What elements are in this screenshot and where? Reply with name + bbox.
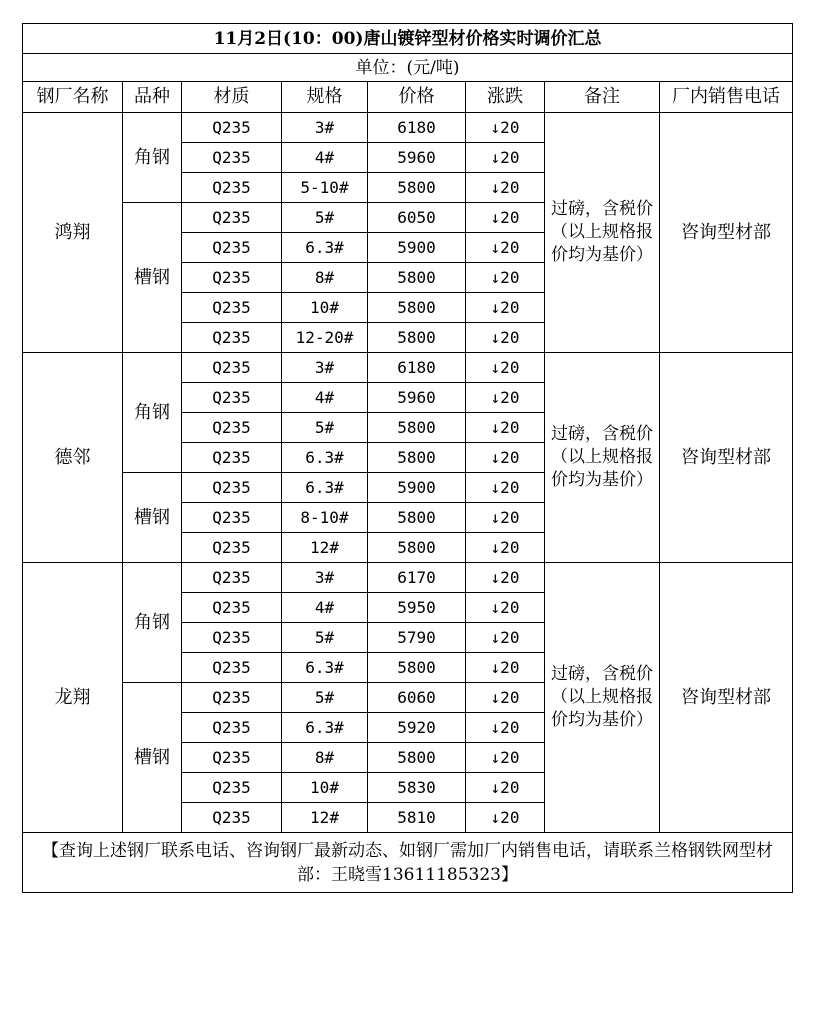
change-cell: ↓20 [466, 773, 545, 803]
spec-cell: 6.3# [282, 443, 368, 473]
spec-cell: 8# [282, 263, 368, 293]
contact-cell: 咨询型材部 [660, 563, 793, 833]
material-cell: Q235 [182, 353, 282, 383]
material-cell: Q235 [182, 563, 282, 593]
spec-cell: 5-10# [282, 173, 368, 203]
footer-contact-text: 【查询上述钢厂联系电话、咨询钢厂最新动态、如钢厂需加厂内销售电话，请联系兰格钢铁网型材部：王晓雪13611185323】 [23, 833, 793, 893]
factory-name: 龙翔 [23, 563, 123, 833]
spec-cell: 4# [282, 143, 368, 173]
header-variety: 品种 [123, 82, 182, 113]
price-cell: 5900 [368, 233, 466, 263]
header-contact: 厂内销售电话 [660, 82, 793, 113]
spec-cell: 12-20# [282, 323, 368, 353]
price-cell: 5800 [368, 413, 466, 443]
price-cell: 5900 [368, 473, 466, 503]
price-cell: 5960 [368, 143, 466, 173]
change-cell: ↓20 [466, 353, 545, 383]
change-cell: ↓20 [466, 503, 545, 533]
change-cell: ↓20 [466, 173, 545, 203]
spec-cell: 5# [282, 623, 368, 653]
price-cell: 5800 [368, 653, 466, 683]
note-cell: 过磅，含税价（以上规格报价均为基价） [545, 353, 660, 563]
spec-cell: 6.3# [282, 233, 368, 263]
header-price: 价格 [368, 82, 466, 113]
price-cell: 5960 [368, 383, 466, 413]
factory-name: 鸿翔 [23, 113, 123, 353]
price-cell: 5800 [368, 743, 466, 773]
header-note: 备注 [545, 82, 660, 113]
material-cell: Q235 [182, 293, 282, 323]
spec-cell: 3# [282, 353, 368, 383]
price-cell: 5790 [368, 623, 466, 653]
note-cell: 过磅，含税价（以上规格报价均为基价） [545, 563, 660, 833]
table-row [23, 113, 793, 143]
change-cell: ↓20 [466, 383, 545, 413]
variety-name: 槽钢 [123, 473, 182, 563]
material-cell: Q235 [182, 503, 282, 533]
material-cell: Q235 [182, 743, 282, 773]
header-spec: 规格 [282, 82, 368, 113]
table-row [23, 563, 793, 593]
change-cell: ↓20 [466, 323, 545, 353]
price-cell: 6170 [368, 563, 466, 593]
material-cell: Q235 [182, 233, 282, 263]
material-cell: Q235 [182, 623, 282, 653]
spec-cell: 4# [282, 593, 368, 623]
change-cell: ↓20 [466, 743, 545, 773]
change-cell: ↓20 [466, 683, 545, 713]
change-cell: ↓20 [466, 623, 545, 653]
material-cell: Q235 [182, 653, 282, 683]
change-cell: ↓20 [466, 293, 545, 323]
header-factory: 钢厂名称 [23, 82, 123, 113]
table-body [23, 24, 793, 893]
material-cell: Q235 [182, 593, 282, 623]
spec-cell: 3# [282, 563, 368, 593]
variety-name: 角钢 [123, 113, 182, 203]
spec-cell: 3# [282, 113, 368, 143]
header-change: 涨跌 [466, 82, 545, 113]
price-cell: 5800 [368, 443, 466, 473]
variety-name: 角钢 [123, 563, 182, 683]
spec-cell: 8-10# [282, 503, 368, 533]
footer-row [23, 833, 793, 893]
material-cell: Q235 [182, 533, 282, 563]
spec-cell: 10# [282, 773, 368, 803]
material-cell: Q235 [182, 383, 282, 413]
price-summary-table [22, 23, 793, 893]
price-cell: 5920 [368, 713, 466, 743]
change-cell: ↓20 [466, 203, 545, 233]
change-cell: ↓20 [466, 473, 545, 503]
price-cell: 6060 [368, 683, 466, 713]
contact-cell: 咨询型材部 [660, 113, 793, 353]
change-cell: ↓20 [466, 563, 545, 593]
variety-name: 槽钢 [123, 203, 182, 353]
material-cell: Q235 [182, 413, 282, 443]
price-cell: 6180 [368, 113, 466, 143]
spec-cell: 6.3# [282, 713, 368, 743]
material-cell: Q235 [182, 203, 282, 233]
factory-name: 德邻 [23, 353, 123, 563]
spec-cell: 12# [282, 533, 368, 563]
price-cell: 6180 [368, 353, 466, 383]
spec-cell: 5# [282, 203, 368, 233]
change-cell: ↓20 [466, 713, 545, 743]
change-cell: ↓20 [466, 143, 545, 173]
material-cell: Q235 [182, 143, 282, 173]
material-cell: Q235 [182, 263, 282, 293]
spec-cell: 6.3# [282, 653, 368, 683]
change-cell: ↓20 [466, 233, 545, 263]
material-cell: Q235 [182, 803, 282, 833]
price-cell: 5830 [368, 773, 466, 803]
price-cell: 5800 [368, 323, 466, 353]
material-cell: Q235 [182, 323, 282, 353]
change-cell: ↓20 [466, 803, 545, 833]
price-cell: 6050 [368, 203, 466, 233]
price-cell: 5800 [368, 533, 466, 563]
spec-cell: 5# [282, 413, 368, 443]
spec-cell: 6.3# [282, 473, 368, 503]
header-material: 材质 [182, 82, 282, 113]
change-cell: ↓20 [466, 263, 545, 293]
unit-label: 单位：(元/吨) [23, 54, 793, 82]
variety-name: 角钢 [123, 353, 182, 473]
spec-cell: 4# [282, 383, 368, 413]
note-cell: 过磅，含税价（以上规格报价均为基价） [545, 113, 660, 353]
price-cell: 5950 [368, 593, 466, 623]
price-cell: 5800 [368, 263, 466, 293]
unit-row [23, 54, 793, 82]
header-row [23, 82, 793, 113]
change-cell: ↓20 [466, 593, 545, 623]
contact-cell: 咨询型材部 [660, 353, 793, 563]
change-cell: ↓20 [466, 413, 545, 443]
price-cell: 5810 [368, 803, 466, 833]
material-cell: Q235 [182, 173, 282, 203]
material-cell: Q235 [182, 473, 282, 503]
change-cell: ↓20 [466, 113, 545, 143]
change-cell: ↓20 [466, 653, 545, 683]
spec-cell: 8# [282, 743, 368, 773]
title-row [23, 24, 793, 54]
spec-cell: 5# [282, 683, 368, 713]
spec-cell: 12# [282, 803, 368, 833]
material-cell: Q235 [182, 113, 282, 143]
change-cell: ↓20 [466, 533, 545, 563]
material-cell: Q235 [182, 683, 282, 713]
material-cell: Q235 [182, 443, 282, 473]
page-title: 11月2日(10：00)唐山镀锌型材价格实时调价汇总 [23, 24, 793, 54]
spec-cell: 10# [282, 293, 368, 323]
material-cell: Q235 [182, 773, 282, 803]
material-cell: Q235 [182, 713, 282, 743]
change-cell: ↓20 [466, 443, 545, 473]
table-row [23, 353, 793, 383]
price-cell: 5800 [368, 293, 466, 323]
price-cell: 5800 [368, 173, 466, 203]
variety-name: 槽钢 [123, 683, 182, 833]
price-cell: 5800 [368, 503, 466, 533]
